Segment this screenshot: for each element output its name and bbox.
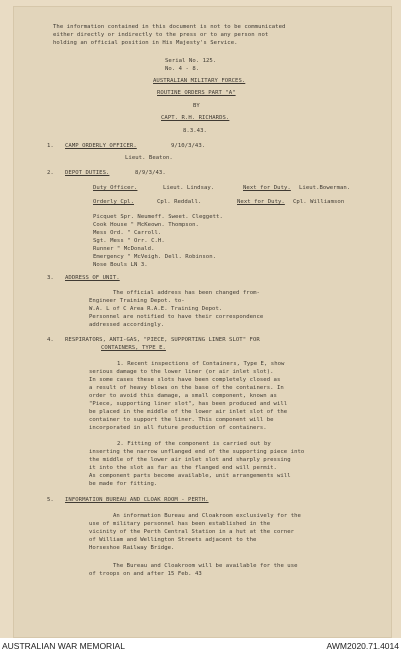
item-5-para-1-line: of William and Wellington Streets adjacent to the xyxy=(89,537,257,543)
address-line: Personnel are notified to have their correspondence xyxy=(89,314,264,320)
item-5-para-2-line: The Bureau and Cloakroom will be available for the use xyxy=(113,563,298,569)
item-4-para-1-line: order to avoid this damage, a small component, known as xyxy=(89,393,277,399)
item-4-para-2-line: be made for fitting. xyxy=(89,481,158,487)
item-5-para-1-line: use of military personnel has been established in the xyxy=(89,521,271,527)
document-text xyxy=(13,6,392,638)
item-1-number: 1. xyxy=(47,143,54,149)
next-for-duty-name-1: Lieut.Bowerman. xyxy=(299,185,351,191)
archive-name: AUSTRALIAN WAR MEMORIAL xyxy=(2,641,125,651)
serial-number: Serial No. 125. xyxy=(165,58,217,64)
restriction-line-3: holding an official position in His Majesty's Service. xyxy=(53,40,238,46)
item-2-date: 8/9/3/43. xyxy=(135,170,166,176)
roster-line: Nose Bouls LN 3. xyxy=(93,262,148,268)
item-3-heading: ADDRESS OF UNIT. xyxy=(65,275,120,281)
document-title: ROUTINE ORDERS PART "A" xyxy=(157,90,236,96)
order-number: No. 4 - 8. xyxy=(165,66,200,72)
item-4-para-2-line: it into the slot as far as the flanged end will permit. xyxy=(89,465,277,471)
item-4-para-1-line: incorporated in all future production of containers. xyxy=(89,425,267,431)
item-5-para-1-line: vicinity of the Perth Central Station in a hut at the corner xyxy=(89,529,295,535)
item-5-para-1-line: Horseshoe Railway Bridge. xyxy=(89,545,175,551)
next-for-duty-label-2: Next for Duty. xyxy=(237,199,285,205)
archive-footer xyxy=(0,638,401,653)
restriction-line-2: either directly or indirectly to the press or to any person not xyxy=(53,32,269,38)
roster-line: Emergency " McVeigh. Dell. Robinson. xyxy=(93,254,217,260)
orderly-cpl-name: Cpl. Reddall. xyxy=(157,199,202,205)
item-1-date: 9/10/3/43. xyxy=(171,143,206,149)
duty-officer-name: Lieut. Lindsay. xyxy=(163,185,215,191)
roster-line: Runner " McDonald. xyxy=(93,246,155,252)
item-4-para-1-line: be placed in the middle of the lower air inlet slot of the xyxy=(89,409,288,415)
item-1-officer: Lieut. Beaton. xyxy=(125,155,173,161)
roster-line: Sgt. Mess " Orr. C.H. xyxy=(93,238,165,244)
restriction-line-1: The information contained in this document is not to be communicated xyxy=(53,24,286,30)
item-5-number: 5. xyxy=(47,497,54,503)
item-5-para-1-line: An information Bureau and Cloakroom exclusively for the xyxy=(113,513,301,519)
item-4-heading-line-2: CONTAINERS, TYPE E. xyxy=(101,345,166,351)
address-line: The official address has been changed from- xyxy=(113,290,260,296)
item-4-para-1-line: a result of heavy blows on the base of the containers. In xyxy=(89,385,284,391)
item-4-para-1-line: 1. Recent inspections of Containers, Type E, show xyxy=(117,361,285,367)
next-for-duty-label-1: Next for Duty. xyxy=(243,185,291,191)
item-4-para-2-line: 2. Fitting of the component is carried out by xyxy=(117,441,271,447)
item-4-para-1-line: "Piece, supporting liner slot", has been produced and will xyxy=(89,401,288,407)
item-4-para-1-line: serious damage to the lower liner (or air inlet slot). xyxy=(89,369,274,375)
next-for-duty-name-2: Cpl. Williamson xyxy=(293,199,345,205)
item-4-para-1-line: container to support the liner. This component will be xyxy=(89,417,274,423)
issuing-officer: CAPT. R.H. RICHARDS. xyxy=(161,115,230,121)
roster-line: Mess Ord. " Carroll. xyxy=(93,230,162,236)
item-1-heading: CAMP ORDERLY OFFICER. xyxy=(65,143,137,149)
item-2-number: 2. xyxy=(47,170,54,176)
item-3-number: 3. xyxy=(47,275,54,281)
address-line: Engineer Training Depot. to- xyxy=(89,298,185,304)
item-4-number: 4. xyxy=(47,337,54,343)
item-4-para-2-line: the middle of the lower air inlet slot and sharply pressing xyxy=(89,457,291,463)
document-page xyxy=(13,6,392,638)
archive-reference: AWM2020.71.4014 xyxy=(326,641,399,651)
item-5-para-2-line: of troops on and after 15 Feb. 43 xyxy=(89,571,202,577)
item-4-para-1-line: In some cases these slots have been completely closed as xyxy=(89,377,281,383)
item-4-heading-line-1: RESPIRATORS, ANTI-GAS, "PIECE, SUPPORTING LINER SLOT" FOR xyxy=(65,337,260,343)
item-4-para-2-line: As component parts become available, unit arrangements will xyxy=(89,473,291,479)
item-5-heading: INFORMATION BUREAU AND CLOAK ROOM - PERTH. xyxy=(65,497,209,503)
by-label: BY xyxy=(193,103,200,109)
address-line: addressed accordingly. xyxy=(89,322,165,328)
orderly-cpl-label: Orderly Cpl. xyxy=(93,199,135,205)
org-heading: AUSTRALIAN MILITARY FORCES. xyxy=(153,78,246,84)
document-date: 8.3.43. xyxy=(183,128,207,134)
item-2-heading: DEPOT DUTIES. xyxy=(65,170,110,176)
address-line: W.A. L of C Area R.A.E. Training Depot. xyxy=(89,306,223,312)
duty-officer-label: Duty Officer. xyxy=(93,185,138,191)
item-4-para-2-line: inserting the narrow unflanged end of the supporting piece into xyxy=(89,449,305,455)
roster-line: Picquet Spr. Neumeff. Sweet. Cleggett. xyxy=(93,214,223,220)
roster-line: Cook House " McKeown. Thompson. xyxy=(93,222,199,228)
